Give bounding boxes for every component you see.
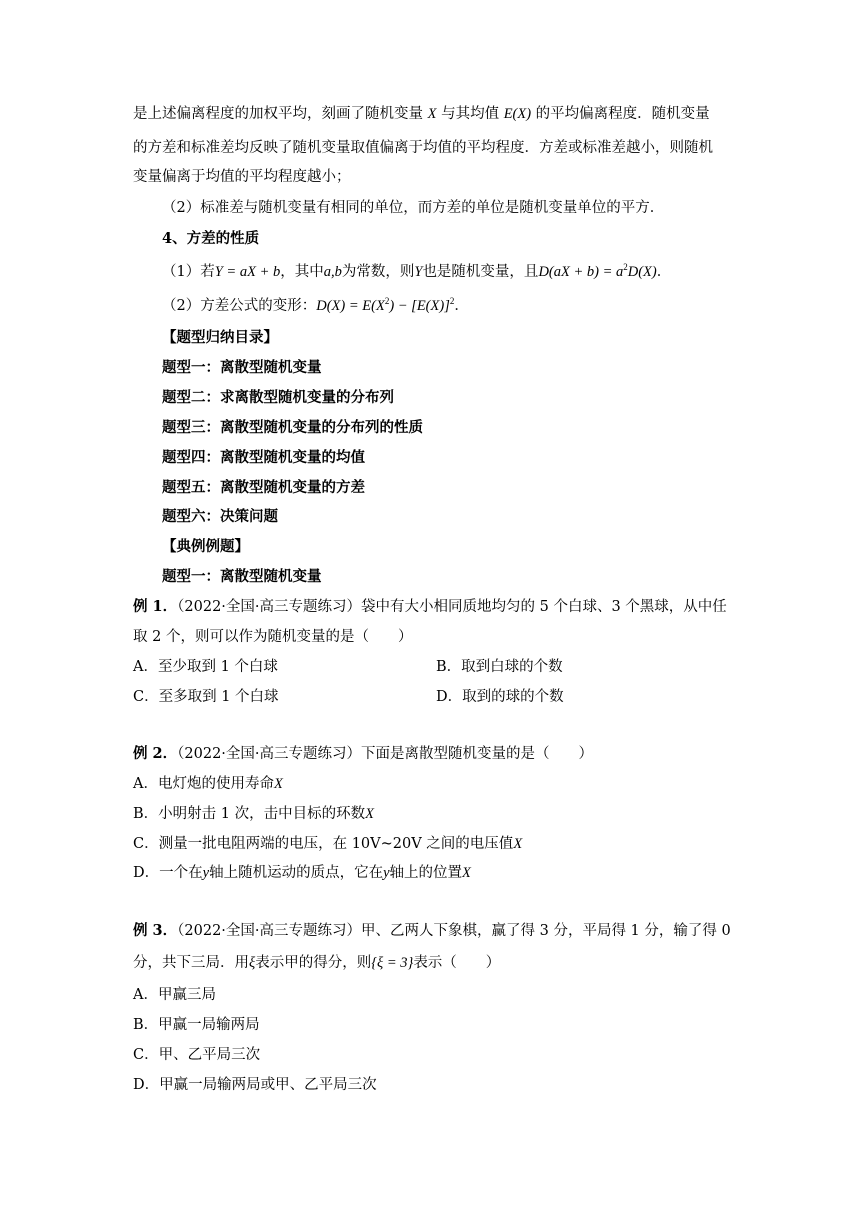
example-3-stem <box>133 921 731 941</box>
choice-a <box>133 774 283 794</box>
intro-line-1 <box>133 104 710 124</box>
math-xi: ξ <box>249 955 256 971</box>
math-x: X <box>513 836 523 852</box>
choice-a: A．至少取到 1 个白球 <box>133 659 278 675</box>
properties-heading: 4、方差的性质 <box>162 230 260 247</box>
example-text: （2022·全国·高三专题练习）甲、乙两人下象棋，赢了得 3 分，平局得 1 分，输了得 0 <box>177 923 731 939</box>
example-text: （2022·全国·高三专题练习）袋中有大小相同质地均匀的 5 个白球、3 个黑球，从中任 <box>177 599 727 615</box>
example-label: 例 2． <box>133 745 178 762</box>
property-text: ，其中 <box>280 264 324 280</box>
choice-b: B．取到白球的个数 <box>436 659 563 675</box>
toc-item: 题型五：离散型随机变量的方差 <box>162 479 365 496</box>
intro-item-2: （2）标准差与随机变量有相同的单位，而方差的单位是随机变量单位的平方． <box>162 200 665 216</box>
property-text: ． <box>454 298 469 314</box>
choice-text: D．一个在 <box>133 865 203 881</box>
intro-text: 是上述偏离程度的加权平均，刻画了随机变量 <box>133 106 423 122</box>
choice-a: A．甲赢三局 <box>133 987 216 1003</box>
math-variance-rhs: D(X) <box>627 264 657 280</box>
math-x: X <box>427 106 437 122</box>
math-x: X <box>365 806 374 822</box>
property-text: （2）方差公式的变形： <box>162 298 317 314</box>
math-sup: 2 <box>384 296 390 306</box>
intro-line-2: 的方差和标准差均反映了随机变量取值偏离于均值的平均程度．方差或标准差越小，则随机 <box>133 140 713 156</box>
toc-item: 题型二：求离散型随机变量的分布列 <box>162 389 394 406</box>
math-var-a: D(X) = E(X <box>316 298 385 314</box>
property-text: 为常数，则 <box>341 264 415 280</box>
choice-d: D．取到的球的个数 <box>436 689 564 705</box>
property-text: ． <box>656 264 672 280</box>
example-1-stem <box>133 597 727 617</box>
choice-d: D．甲赢一局输两局或甲、乙平局三次 <box>133 1077 377 1093</box>
example-label: 例 1． <box>133 598 178 615</box>
intro-text: 与其均值 <box>441 106 500 122</box>
choice-b <box>133 804 374 824</box>
intro-line-3: 变量偏离于均值的平均程度越小； <box>133 169 351 185</box>
choice-c: C．至多取到 1 个白球 <box>133 689 279 705</box>
choice-text: B．小明射击 1 次，击中目标的环数 <box>133 806 366 822</box>
choice-c <box>133 834 522 854</box>
math-x: X <box>462 865 471 881</box>
math-y: Y <box>414 264 423 280</box>
toc-item: 题型六：决策问题 <box>162 508 278 525</box>
toc-item: 题型一：离散型随机变量 <box>162 359 322 376</box>
math-sup: 2 <box>623 262 628 272</box>
intro-text: 的平均偏离程度．随机变量 <box>535 106 710 122</box>
example-text: 表示甲的得分，则 <box>255 955 372 971</box>
math-x: X <box>273 776 283 792</box>
examples-heading: 【典例例题】 <box>162 538 249 555</box>
choice-b: B．甲赢一局输两局 <box>133 1017 260 1033</box>
math-y-axis: y <box>202 865 210 881</box>
toc-item: 题型四：离散型随机变量的均值 <box>162 449 365 466</box>
choice-text: C．测量一批电阻两端的电压，在 10V~20V 之间的电压值 <box>133 836 514 852</box>
math-var-b: ) − [E(X)] <box>389 298 450 314</box>
choice-c: C．甲、乙平局三次 <box>133 1047 261 1063</box>
example-1-stem-2: 取 2 个，则可以作为随机变量的是（ ） <box>133 629 413 645</box>
toc-item: 题型三：离散型随机变量的分布列的性质 <box>162 419 423 436</box>
math-ab: a,b <box>323 264 342 280</box>
math-y-axis: y <box>383 865 390 881</box>
toc-heading: 【题型归纳目录】 <box>162 329 278 346</box>
example-label: 例 3． <box>133 922 178 939</box>
section-title: 题型一：离散型随机变量 <box>162 568 322 585</box>
property-1 <box>162 262 671 282</box>
choice-text: 轴上随机运动的质点，它在 <box>209 865 384 881</box>
example-text: （2022·全国·高三专题练习）下面是离散型随机变量的是（ ） <box>177 746 594 762</box>
math-expectation: E(X) <box>503 106 532 122</box>
choice-text: A．电灯炮的使用寿命 <box>133 776 274 792</box>
math-sup: 2 <box>449 296 455 306</box>
math-xi-set: {ξ = 3} <box>371 955 414 971</box>
example-text: 表示（ ） <box>413 955 501 971</box>
property-text: （1）若 <box>162 264 215 280</box>
example-text: 分，共下三局．用 <box>133 955 249 971</box>
choice-text: 轴上的位置 <box>389 865 463 881</box>
property-text: 也是随机变量，且 <box>422 264 539 280</box>
property-2 <box>162 296 469 316</box>
math-linear: Y = aX + b <box>214 264 281 280</box>
example-2-stem <box>133 744 593 764</box>
math-variance-lhs: D(aX + b) = a <box>538 264 624 280</box>
example-3-stem-2 <box>133 953 500 973</box>
choice-d <box>133 863 471 883</box>
